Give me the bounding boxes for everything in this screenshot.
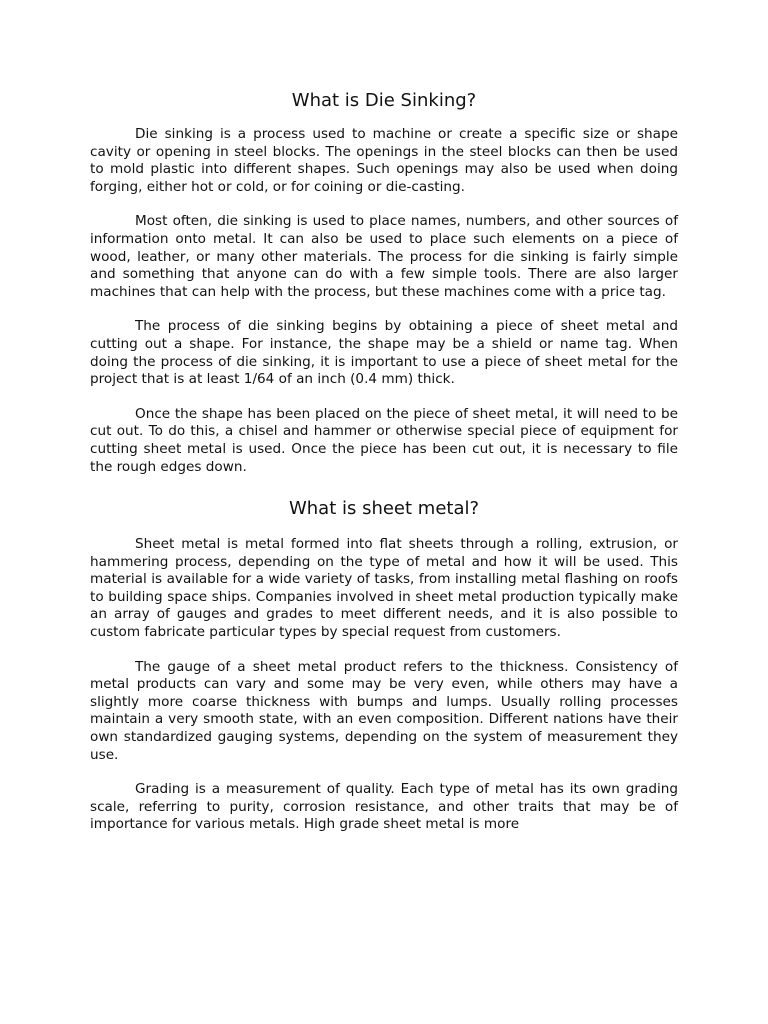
paragraph: The gauge of a sheet metal product refers to the thickness. Consistency of metal products can vary and some may be very even, while others may have a slightly more coarse thickness with bumps and lumps. Usually rolling processes maintain a very smooth state, with an even composition. Different nations have their own standardized gauging systems, depending on the system of measurement they use. (90, 658, 678, 763)
document-page (90, 88, 678, 851)
section-heading-sheet-metal: What is sheet metal? (288, 498, 480, 520)
paragraph: Die sinking is a process used to machine or create a specific size or shape cavity or opening in steel blocks. The openings in the steel blocks can then be used to mold plastic into different shapes. Such openings may also be used when doing forging, either hot or cold, or for coining or die-casting. (90, 126, 678, 195)
paragraph: The process of die sinking begins by obtaining a piece of sheet metal and cutting out a shape. For instance, the shape may be a shield or name tag. When doing the process of die sinking, it is important to use a piece of sheet metal for the project that is at least 1/64 of an inch (0.4 mm) thick. (90, 318, 678, 388)
section-heading-die-sinking: What is Die Sinking? (291, 90, 477, 111)
paragraph: Once the shape has been placed on the piece of sheet metal, it will need to be cut out. To do this, a chisel and hammer or otherwise special piece of equipment for cutting sheet metal is used. Once the piece has been cut out, it is necessary to file the rough edges down. (90, 405, 678, 475)
paragraph: Grading is a measurement of quality. Each type of metal has its own grading scale, referring to purity, corrosion resistance, and other traits that may be of importance for various metals. High grade sheet metal is more (90, 781, 678, 833)
paragraph: Sheet metal is metal formed into flat sheets through a rolling, extrusion, or hammering process, depending on the type of metal and how it will be used. This material is available for a wide variety of tasks, from installing metal flashing on roofs to building space ships. Companies involved in sheet metal production typically make an array of gauges and grades to meet different needs, and it is also possible to custom fabricate particular types by special request from customers. (90, 536, 678, 641)
paragraph: Most often, die sinking is used to place names, numbers, and other sources of information onto metal. It can also be used to place such elements on a piece of wood, leather, or many other materials. The process for die sinking is fairly simple and something that anyone can do with a few simple tools. There are also larger machines that can help with the process, but these machines come with a price tag. (90, 213, 678, 300)
